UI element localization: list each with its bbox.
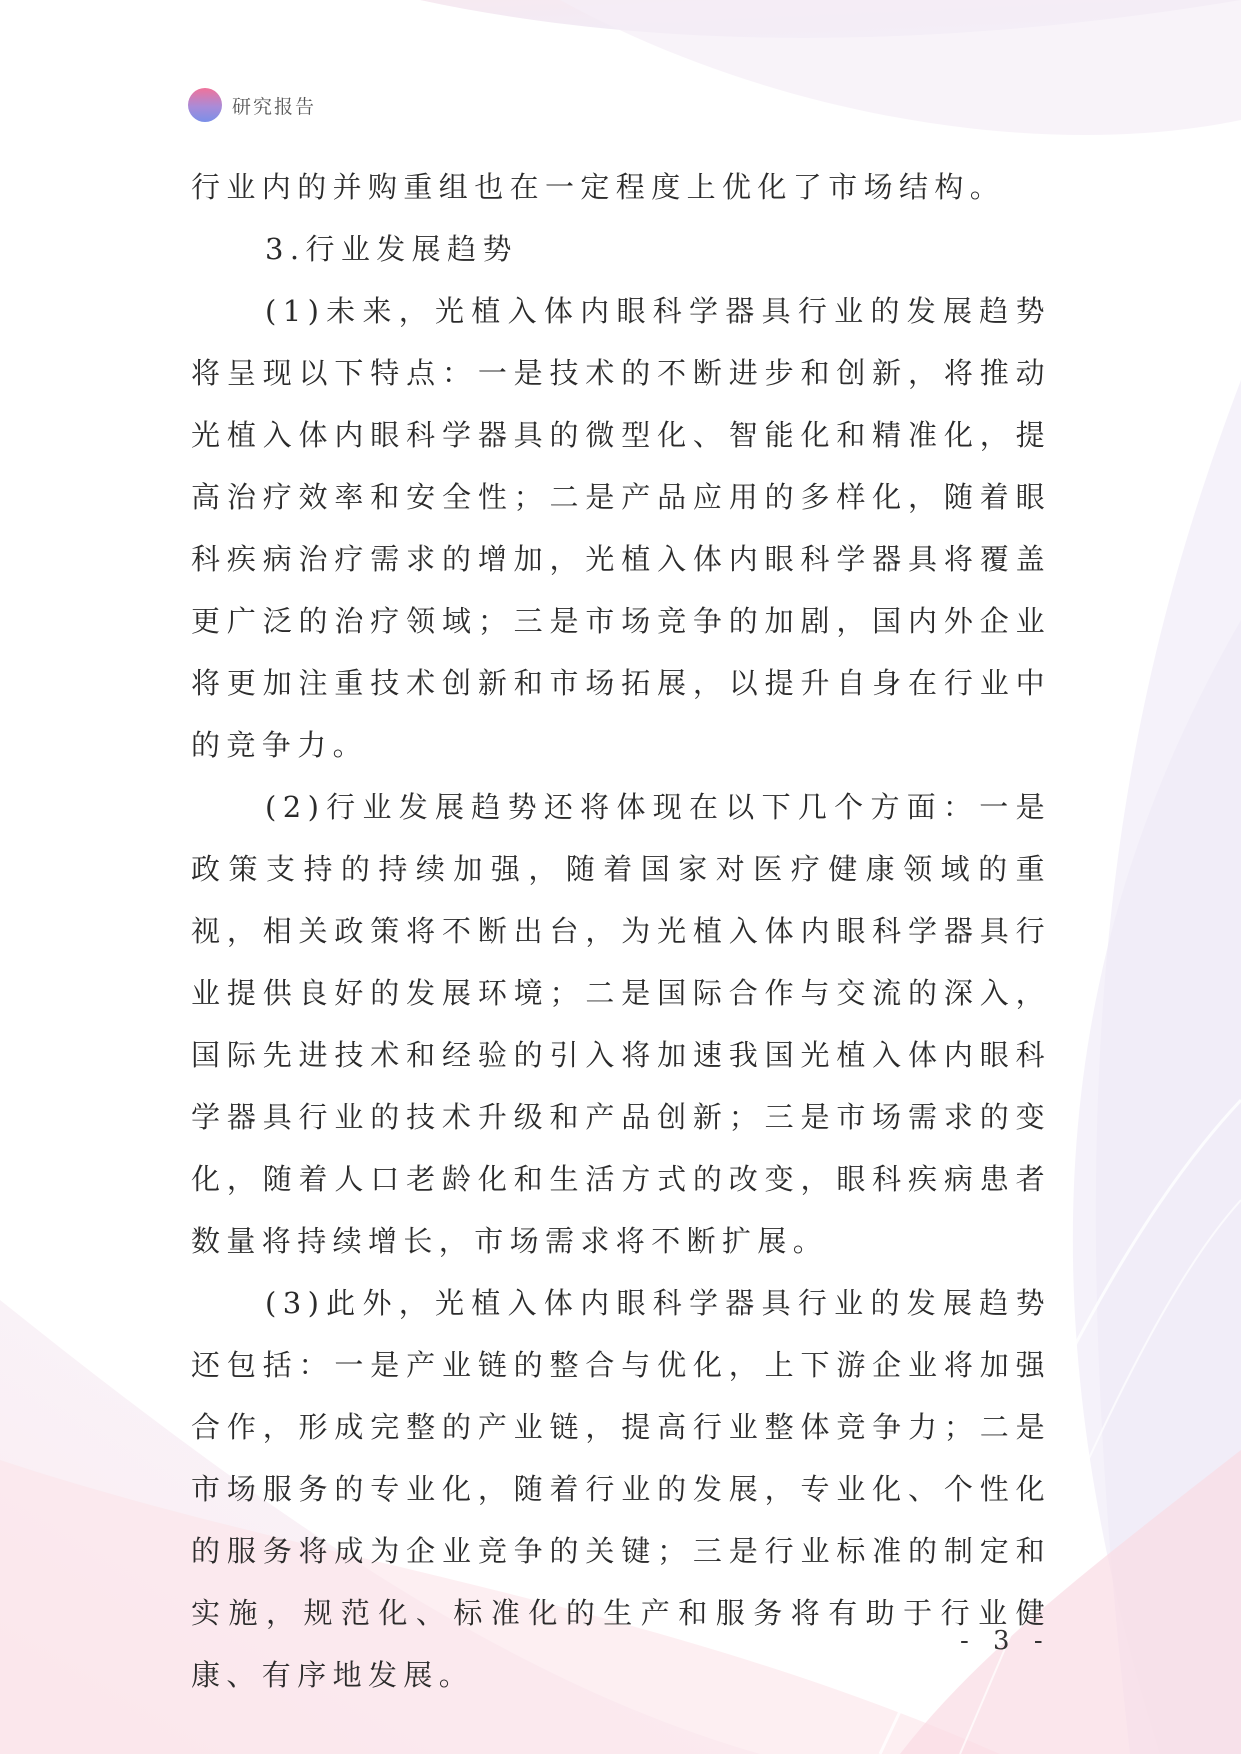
- logo-circle-icon: [188, 88, 222, 122]
- body-content: [191, 156, 1051, 1706]
- section-heading: 3.行业发展趋势: [265, 232, 518, 266]
- paragraph-trend-2: (2)行业发展趋势还将体现在以下几个方面：一是政策支持的持续加强，随着国家对医疗健康领域的重视，相关政策将不断出台，为光植入体内眼科学器具行业提供良好的发展环境；二是国际合作与交流的深入，国际先进技术和经验的引入将加速我国光植入体内眼科学器具行业的技术升级和产品创新；三是市场需求的变化，随着人口老龄化和生活方式的改变，眼科疾病患者数量将持续增长，市场需求将不断扩展。: [191, 790, 1051, 1258]
- header-title: 研究报告: [232, 95, 317, 118]
- page-number: - 3 -: [960, 1626, 1051, 1656]
- report-header: [188, 88, 316, 122]
- paragraph-continuation: 行业内的并购重组也在一定程度上优化了市场结构。: [191, 170, 1006, 204]
- paragraph-trend-3: (3)此外，光植入体内眼科学器具行业的发展趋势还包括：一是产业链的整合与优化，上下游企业将加强合作，形成完整的产业链，提高行业整体竞争力；二是市场服务的专业化，随着行业的发展，专业化、个性化的服务将成为企业竞争的关键；三是行业标准的制定和实施，规范化、标准化的生产和服务将有助于行业健康、有序地发展。: [191, 1286, 1051, 1692]
- paragraph-trend-1: (1)未来，光植入体内眼科学器具行业的发展趋势将呈现以下特点：一是技术的不断进步和创新，将推动光植入体内眼科学器具的微型化、智能化和精准化，提高治疗效率和安全性；二是产品应用的多样化，随着眼科疾病治疗需求的增加，光植入体内眼科学器具将覆盖更广泛的治疗领域；三是市场竞争的加剧，国内外企业将更加注重技术创新和市场拓展，以提升自身在行业中的竞争力。: [191, 294, 1051, 762]
